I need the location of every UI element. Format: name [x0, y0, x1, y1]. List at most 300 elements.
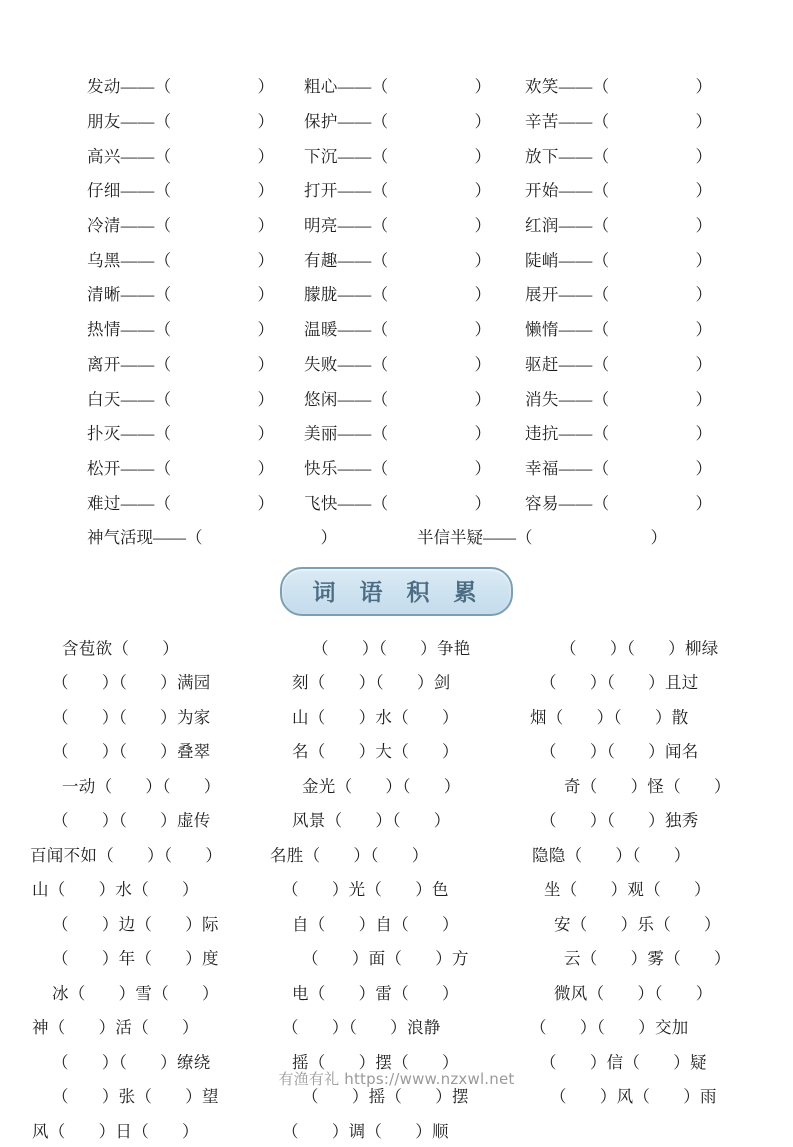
idiom-text: ） [182, 1121, 199, 1141]
antonym-row [30, 68, 763, 103]
idiom-text: ） [442, 1052, 459, 1072]
idiom-text: ） [411, 845, 429, 865]
antonym-prompt: 陡峭——（ [525, 250, 610, 270]
antonym-row-wide [30, 519, 763, 554]
idiom-text: ）观（ [610, 880, 662, 900]
idiom-text: 电（ [292, 983, 326, 1003]
antonym-prompt: 热情——（ [87, 320, 172, 340]
idiom-text: （ [52, 914, 69, 934]
antonym-prompt: 扑灭——（ [87, 424, 172, 444]
antonym-row [30, 172, 763, 207]
idiom-text: ）（ [589, 742, 616, 762]
idiom-text: ）满园 [160, 673, 211, 693]
antonym-close-paren: ） [257, 354, 275, 374]
idiom-row [30, 664, 763, 699]
antonym-close-paren: ） [695, 77, 713, 97]
idiom-text: ）怪（ [630, 776, 682, 796]
idiom-text: ）顺 [415, 1121, 449, 1141]
idiom-item [290, 911, 522, 935]
idiom-text: ）（ [589, 673, 616, 693]
antonym-close-paren: ） [474, 354, 492, 374]
idiom-text: ）（ [331, 1018, 358, 1038]
idiom-text: ）剑 [416, 673, 451, 693]
watermark-text: 有渔有礼 https://www.nzxwl.net [278, 1070, 515, 1088]
antonym-item [304, 455, 515, 479]
antonym-prompt: 违抗——（ [525, 424, 610, 444]
idiom-item [522, 669, 699, 693]
idiom-text: ） [203, 776, 221, 796]
idiom-text: 奇（ [564, 776, 598, 796]
antonym-item [87, 455, 298, 479]
antonym-item [525, 351, 736, 375]
antonym-close-paren: ） [695, 250, 713, 270]
antonym-prompt: 辛苦——（ [525, 112, 610, 132]
idiom-text: ）年（ [101, 949, 153, 969]
idiom-text: （ [312, 638, 329, 658]
antonym-prompt: 朦胧——（ [304, 285, 389, 305]
antonym-item-idiom [87, 524, 337, 548]
idiom-text: ）（ [101, 673, 128, 693]
antonym-prompt: 明亮——（ [304, 216, 389, 236]
idiom-item [30, 980, 290, 1004]
idiom-text: ）（ [101, 742, 128, 762]
antonym-close-paren: ） [257, 181, 275, 201]
idiom-text: ）自（ [358, 914, 410, 934]
idiom-text: ）（ [589, 811, 616, 831]
idiom-text: （ [282, 880, 299, 900]
idiom-text: 微风（ [554, 983, 605, 1003]
antonym-row [30, 241, 763, 276]
idiom-text: （ [52, 742, 69, 762]
antonym-item [87, 73, 298, 97]
antonym-item [525, 212, 736, 236]
idiom-text: （ [52, 1052, 69, 1072]
idiom-text: ）（ [385, 776, 411, 796]
antonym-item-idiom [417, 524, 667, 548]
idiom-item [30, 635, 300, 659]
idiom-item [532, 773, 731, 797]
idiom-text: ）（ [609, 638, 636, 658]
idiom-text: ）活（ [98, 1018, 150, 1038]
idiom-text: ）缭绕 [160, 1052, 211, 1072]
idiom-item [268, 842, 500, 866]
antonym-close-paren: ） [474, 181, 492, 201]
antonym-item [87, 247, 298, 271]
antonym-item [304, 247, 515, 271]
antonym-item [304, 490, 515, 514]
idiom-item [542, 635, 719, 659]
idiom-text: ）（ [147, 845, 173, 865]
antonym-item [525, 281, 736, 305]
antonym-close-paren: ） [257, 216, 275, 236]
antonym-item [87, 386, 298, 410]
antonym-prompt: 有趣——（ [304, 250, 389, 270]
idiom-text: ）（ [101, 707, 128, 727]
antonym-item [304, 177, 515, 201]
antonym-close-paren: ） [474, 458, 492, 478]
idiom-text: ）闻名 [648, 742, 699, 762]
antonym-close-paren: ） [257, 250, 275, 270]
idiom-row [30, 699, 763, 734]
antonym-row [30, 484, 763, 519]
idiom-text: ）雪（ [118, 983, 170, 1003]
antonym-close-paren: ） [257, 320, 275, 340]
idiom-text: ）（ [353, 845, 379, 865]
idiom-item [512, 1014, 689, 1038]
antonym-close-paren: ） [695, 112, 713, 132]
idiom-text: ）雾（ [630, 949, 682, 969]
antonym-prompt: 白天——（ [87, 389, 172, 409]
antonym-item [87, 351, 298, 375]
idiom-text: ）（ [358, 673, 384, 693]
idiom-text: ） [442, 983, 459, 1003]
antonym-item [87, 316, 298, 340]
idiom-text: ）日（ [98, 1121, 150, 1141]
antonym-item [304, 108, 515, 132]
idiom-item [30, 911, 290, 935]
idiom-text: ） [704, 914, 721, 934]
antonym-close-paren: ） [474, 146, 492, 166]
idiom-text: （ [560, 638, 577, 658]
idiom-text: ）（ [637, 983, 663, 1003]
antonym-close-paren: ） [695, 389, 713, 409]
antonym-close-paren: ） [474, 285, 492, 305]
antonym-prompt: 乌黑——（ [87, 250, 172, 270]
idiom-text: ）摆（ [358, 1052, 410, 1072]
antonym-prompt: 欢笑——（ [525, 77, 610, 97]
antonym-prompt: 驱赶——（ [525, 354, 610, 374]
antonym-close-paren: ） [257, 493, 275, 513]
idiom-text: 名胜（ [270, 845, 321, 865]
idiom-text: ）水（ [98, 880, 150, 900]
idiom-text: ）水（ [358, 707, 410, 727]
idiom-text: （ [52, 811, 69, 831]
idiom-item [522, 704, 689, 728]
idiom-text: ） [182, 880, 199, 900]
idiom-text: ）光（ [331, 880, 383, 900]
antonym-item [525, 316, 736, 340]
antonym-close-paren: ） [257, 424, 275, 444]
idiom-text: （ [530, 1018, 547, 1038]
antonym-close-paren: ） [474, 77, 492, 97]
idiom-item [290, 669, 522, 693]
antonym-row [30, 103, 763, 138]
idiom-item [290, 807, 522, 831]
antonym-close-paren: ） [474, 493, 492, 513]
idiom-row [30, 940, 763, 975]
idiom-text: ）边（ [101, 914, 153, 934]
antonym-item [525, 73, 736, 97]
idiom-item [30, 773, 300, 797]
idiom-text: ）疑 [673, 1052, 707, 1072]
idiom-row [30, 1009, 763, 1044]
antonym-item [304, 281, 515, 305]
idiom-text: ）虚传 [160, 811, 211, 831]
idiom-text: ） [433, 811, 451, 831]
antonym-close-paren: ） [695, 146, 713, 166]
antonym-prompt: 粗心——（ [304, 77, 389, 97]
idiom-text: 冰（ [52, 983, 86, 1003]
section-banner-label: 词 语 积 累 [312, 579, 485, 606]
antonym-close-paren: ） [695, 424, 713, 444]
idiom-text: （ [282, 1121, 299, 1141]
idiom-row [30, 871, 763, 906]
idiom-text: ）望 [185, 1087, 219, 1107]
section-banner-wrap [30, 567, 763, 616]
antonym-prompt: 清晰——（ [87, 285, 172, 305]
idiom-text: （ [282, 1018, 299, 1038]
idiom-text: （ [52, 949, 69, 969]
antonym-prompt: 离开——（ [87, 354, 172, 374]
idiom-text: ）雷（ [358, 983, 410, 1003]
antonym-prompt: 放下——（ [525, 146, 610, 166]
idiom-text: ） [182, 1018, 199, 1038]
idiom-text: ） [443, 776, 461, 796]
antonym-item [525, 108, 736, 132]
idiom-item [30, 842, 268, 866]
idiom-text: 坐（ [544, 880, 578, 900]
antonym-prompt: 失败——（ [304, 354, 389, 374]
antonym-close-paren: ） [650, 528, 667, 548]
idiom-text: ） [442, 742, 459, 762]
antonym-close-paren: ） [320, 528, 337, 548]
idiom-item [30, 945, 290, 969]
antonym-close-paren: ） [257, 458, 275, 478]
antonym-row [30, 346, 763, 381]
antonym-close-paren: ） [474, 424, 492, 444]
idiom-text: ） [695, 983, 713, 1003]
antonym-prompt: 懒惰——（ [525, 320, 610, 340]
antonym-item [304, 351, 515, 375]
idiom-text: ） [205, 845, 223, 865]
antonym-section [30, 68, 763, 554]
antonym-prompt: 美丽——（ [304, 424, 389, 444]
antonym-prompt: 展开——（ [525, 285, 610, 305]
idiom-text: ）（ [596, 707, 622, 727]
idiom-text: 神（ [32, 1018, 66, 1038]
idiom-text: ） [714, 949, 731, 969]
idiom-item [270, 1118, 512, 1142]
antonym-item [87, 281, 298, 305]
idiom-text: 安（ [554, 914, 588, 934]
idiom-text: 山（ [292, 707, 326, 727]
antonym-row [30, 311, 763, 346]
antonym-item [87, 143, 298, 167]
idiom-text: 名（ [292, 742, 326, 762]
antonym-prompt: 容易——（ [525, 493, 610, 513]
idiom-row [30, 837, 763, 872]
idiom-item [522, 911, 721, 935]
antonym-prompt: 仔细——（ [87, 181, 172, 201]
idiom-item [30, 669, 290, 693]
idiom-text: 山（ [32, 880, 66, 900]
antonym-close-paren: ） [257, 285, 275, 305]
antonym-close-paren: ） [257, 112, 275, 132]
idiom-text: ）方 [435, 949, 469, 969]
idiom-item [30, 807, 290, 831]
idiom-item [290, 980, 522, 1004]
antonym-prompt: 松开——（ [87, 458, 172, 478]
antonym-item [87, 490, 298, 514]
antonym-prompt: 消失——（ [525, 389, 610, 409]
antonym-item [87, 420, 298, 444]
idiom-text: 百闻不如（ [30, 845, 114, 865]
antonym-prompt: 保护——（ [304, 112, 389, 132]
idiom-text: ）独秀 [648, 811, 699, 831]
antonym-item [87, 212, 298, 236]
antonym-item [304, 420, 515, 444]
antonym-close-paren: ） [257, 77, 275, 97]
idiom-text: ）张（ [101, 1087, 153, 1107]
idiom-text: 摇（ [292, 1052, 326, 1072]
antonym-item [525, 143, 736, 167]
idiom-item [270, 1014, 512, 1038]
antonym-item [304, 73, 515, 97]
antonym-item [304, 212, 515, 236]
antonym-close-paren: ） [695, 320, 713, 340]
idiom-row [30, 1113, 763, 1147]
idiom-text: （ [302, 1087, 319, 1107]
idiom-text: 烟（ [530, 707, 564, 727]
idiom-item [532, 945, 731, 969]
idiom-text: ）风（ [599, 1087, 651, 1107]
idiom-text: ）（ [361, 638, 388, 658]
antonym-item [525, 455, 736, 479]
idiom-text: ）信（ [589, 1052, 641, 1072]
antonym-item [87, 108, 298, 132]
antonym-item [525, 177, 736, 201]
antonym-close-paren: ） [474, 216, 492, 236]
antonym-item [525, 386, 736, 410]
idiom-text: ）雨 [683, 1087, 717, 1107]
idiom-text: （ [540, 1052, 557, 1072]
antonym-item [525, 490, 736, 514]
idiom-text: ）（ [375, 811, 401, 831]
idiom-text: ）交加 [638, 1018, 689, 1038]
idiom-text: （ [540, 811, 557, 831]
idiom-text: ）（ [579, 1018, 606, 1038]
idiom-item [30, 1014, 270, 1038]
idiom-text: 风（ [32, 1121, 66, 1141]
idiom-text: 含苞欲（ [62, 638, 130, 658]
idiom-text: ）（ [145, 776, 171, 796]
antonym-item [525, 247, 736, 271]
idiom-text: （ [302, 949, 319, 969]
idiom-item [30, 876, 270, 900]
idiom-row [30, 630, 763, 665]
idiom-text: ） [162, 638, 180, 658]
idiom-text: 金光（ [302, 776, 353, 796]
idiom-text: 一动（ [62, 776, 113, 796]
footer-watermark [0, 1068, 793, 1089]
idiom-text: ） [673, 845, 691, 865]
antonym-prompt: 朋友——（ [87, 112, 172, 132]
idiom-text: ）叠翠 [160, 742, 211, 762]
idiom-text: ）散 [654, 707, 689, 727]
idiom-item [290, 738, 522, 762]
idiom-text: ） [442, 707, 459, 727]
idiom-row [30, 802, 763, 837]
antonym-item [87, 177, 298, 201]
antonym-prompt: 温暖——（ [304, 320, 389, 340]
idiom-text: ）（ [615, 845, 641, 865]
antonym-prompt: 开始——（ [525, 181, 610, 201]
antonym-item [525, 420, 736, 444]
idiom-row [30, 975, 763, 1010]
idiom-row [30, 768, 763, 803]
idiom-text: ）为家 [160, 707, 211, 727]
antonym-row [30, 450, 763, 485]
antonym-row [30, 137, 763, 172]
idiom-text: 风景（ [292, 811, 343, 831]
antonym-prompt: 快乐——（ [304, 458, 389, 478]
antonym-prompt: 神气活现——（ [87, 528, 203, 548]
idiom-row [30, 733, 763, 768]
antonym-close-paren: ） [257, 146, 275, 166]
section-banner [280, 567, 512, 616]
antonym-close-paren: ） [257, 389, 275, 409]
idiom-item [290, 945, 532, 969]
antonym-prompt: 发动——（ [87, 77, 172, 97]
antonym-close-paren: ） [474, 320, 492, 340]
idiom-item [290, 704, 522, 728]
idiom-item [512, 876, 711, 900]
antonym-row [30, 207, 763, 242]
antonym-prompt: 半信半疑——（ [417, 528, 533, 548]
antonym-close-paren: ） [474, 389, 492, 409]
idiom-row [30, 906, 763, 941]
antonym-row [30, 276, 763, 311]
antonym-close-paren: ） [695, 458, 713, 478]
antonym-close-paren: ） [474, 250, 492, 270]
idiom-text: ） [714, 776, 731, 796]
idiom-text: ）（ [101, 811, 128, 831]
idiom-item [30, 738, 290, 762]
idiom-text: ）色 [415, 880, 449, 900]
idiom-text: ）摇（ [351, 1087, 403, 1107]
idiom-text: 云（ [564, 949, 598, 969]
antonym-close-paren: ） [695, 216, 713, 236]
idiom-item [522, 738, 699, 762]
antonym-close-paren: ） [695, 181, 713, 201]
idiom-text: 刻（ [292, 673, 326, 693]
antonym-prompt: 高兴——（ [87, 146, 172, 166]
idiom-text: （ [540, 673, 557, 693]
antonym-row [30, 380, 763, 415]
idiom-item [500, 842, 691, 866]
antonym-close-paren: ） [474, 112, 492, 132]
idiom-text: ） [694, 880, 711, 900]
idiom-text: ）际 [185, 914, 219, 934]
idiom-text: 隐隐（ [532, 845, 583, 865]
idiom-text: ） [202, 983, 219, 1003]
antonym-prompt: 下沉——（ [304, 146, 389, 166]
antonym-close-paren: ） [695, 354, 713, 374]
idiom-item [30, 1118, 270, 1142]
idiom-text: （ [52, 707, 69, 727]
idiom-item [522, 980, 713, 1004]
idiom-text: ）且过 [648, 673, 699, 693]
idiom-text: ）大（ [358, 742, 410, 762]
idiom-text: ） [442, 914, 459, 934]
antonym-prompt: 难过——（ [87, 493, 172, 513]
antonym-row [30, 415, 763, 450]
antonym-item [304, 143, 515, 167]
idiom-text: ）摆 [435, 1087, 469, 1107]
idiom-item [300, 773, 532, 797]
antonym-prompt: 打开——（ [304, 181, 389, 201]
idiom-text: ）柳绿 [668, 638, 719, 658]
